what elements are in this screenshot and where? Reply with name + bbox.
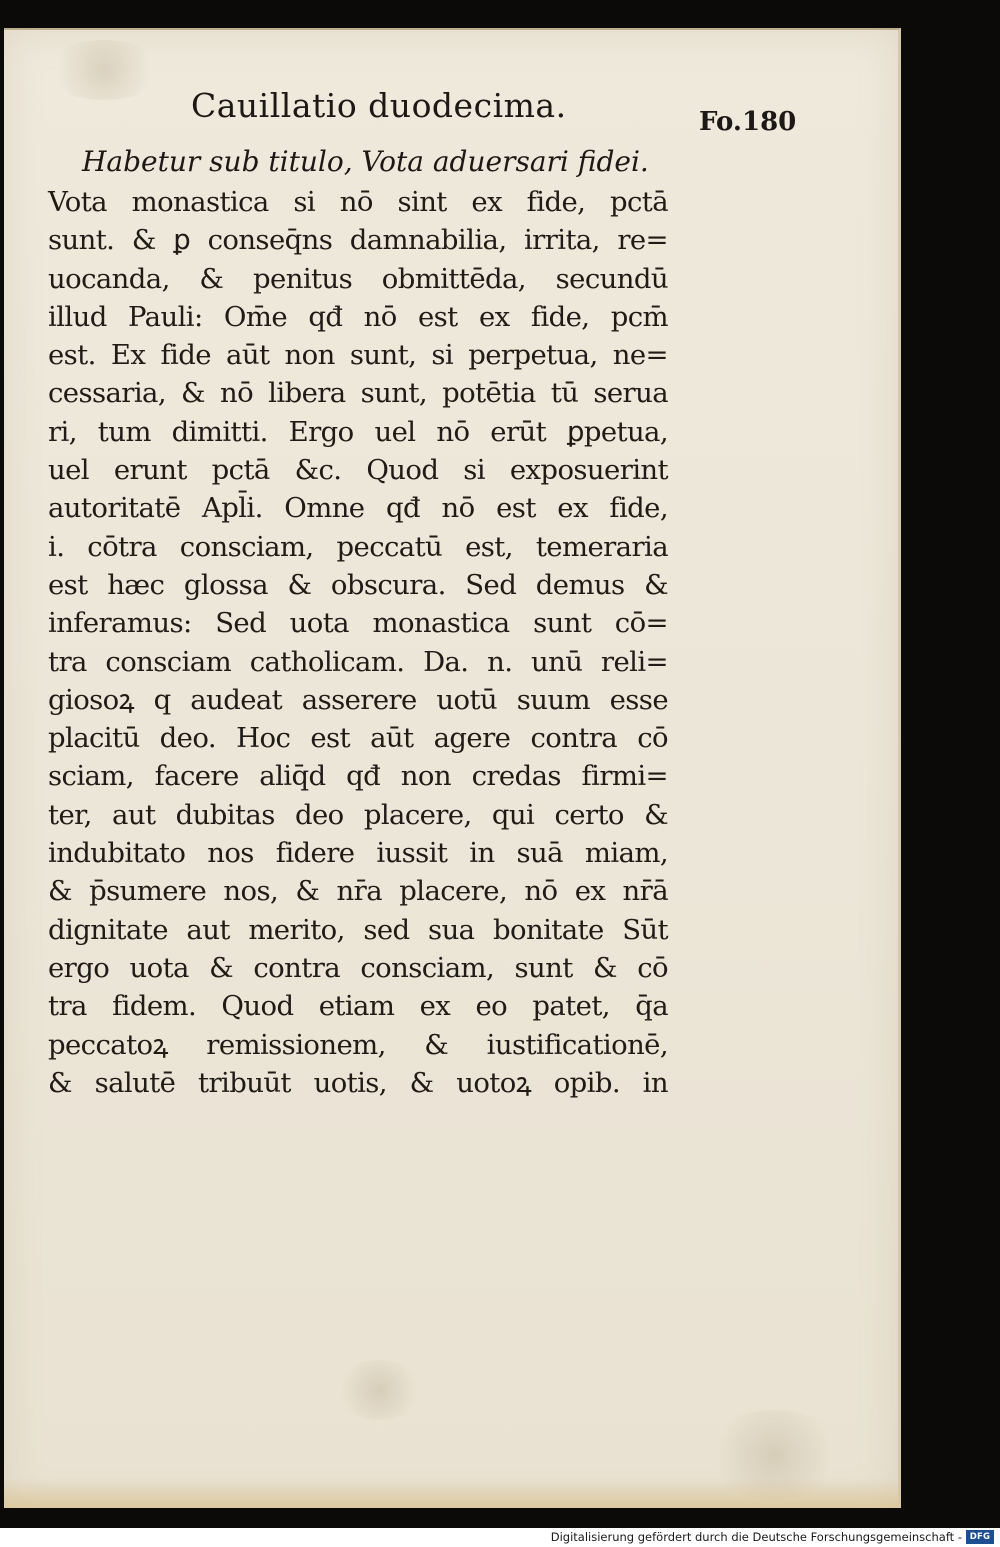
digitization-footer xyxy=(0,1528,1000,1547)
text-line: uocanda, & penitus obmittēda, secundū xyxy=(48,262,668,295)
paper-stain xyxy=(704,1410,844,1500)
body-text-block xyxy=(48,183,668,1102)
dfg-logo: DFG xyxy=(966,1530,994,1544)
funding-credit: Digitalisierung gefördert durch die Deutsche Forschungsgemeinschaft - xyxy=(550,1530,962,1544)
text-line: placitū deo. Hoc est aūt agere contra cō xyxy=(48,722,668,755)
text-line: ri, tum dimitti. Ergo uel nō erūt ꝑpetua, xyxy=(48,415,668,448)
text-line: tra fidem. Quod etiam ex eo patet, q̄a xyxy=(48,990,668,1023)
text-line: giosoꝝ q audeat asserere uotū suum esse xyxy=(48,683,668,716)
text-line: i. cōtra consciam, peccatū est, temeraria xyxy=(48,530,668,563)
text-line: est hæc glossa & obscura. Sed demus & xyxy=(48,568,668,601)
paper-stain xyxy=(44,40,164,100)
text-line: uel erunt pctā &c. Quod si exposuerint xyxy=(48,454,668,487)
text-line: ergo uota & contra consciam, sunt & cō xyxy=(48,951,668,984)
text-line: sciam, facere aliq̄d qđ non credas firmi= xyxy=(48,760,668,793)
text-line: dignitate aut merito, sed sua bonitate Sūt xyxy=(48,913,668,946)
text-line: tra consciam catholicam. Da. n. unū reli= xyxy=(48,645,668,678)
text-line: cessaria, & nō libera sunt, potētia tū serua xyxy=(48,377,668,410)
text-line: Vota monastica si nō sint ex fide, pctā xyxy=(48,186,668,218)
folio-number: Fo.180 xyxy=(699,107,797,137)
text-line: illud Pauli: Om̄e qđ nō est ex fide, pcm̄ xyxy=(48,300,668,333)
text-line: indubitato nos fidere iussit in suā miam, xyxy=(48,837,668,870)
text-line: peccatoꝝ remissionem, & iustificationē, xyxy=(48,1028,668,1061)
text-line: sunt. & ꝑ conseq̄ns damnabilia, irrita, re= xyxy=(48,224,668,257)
text-line: ter, aut dubitas deo placere, qui certo & xyxy=(48,798,668,831)
text-line: est. Ex fide aūt non sunt, si perpetua, ne= xyxy=(48,339,668,372)
paper-stain xyxy=(334,1360,424,1420)
text-line: & p̄sumere nos, & nr̄a placere, nō ex nr̄ā xyxy=(48,875,668,908)
text-line: inferamus: Sed uota monastica sunt cō= xyxy=(48,607,668,640)
running-head: Cauillatio duodecima. xyxy=(191,86,567,125)
book-page xyxy=(4,28,901,1508)
text-line: & salutē tribuūt uotis, & uotoꝝ opib. in xyxy=(48,1066,668,1099)
section-subtitle: Habetur sub titulo, Vota aduersari fidei. xyxy=(82,145,649,178)
text-line: autoritatē Apl̄i. Omne qđ nō est ex fide, xyxy=(48,492,668,525)
